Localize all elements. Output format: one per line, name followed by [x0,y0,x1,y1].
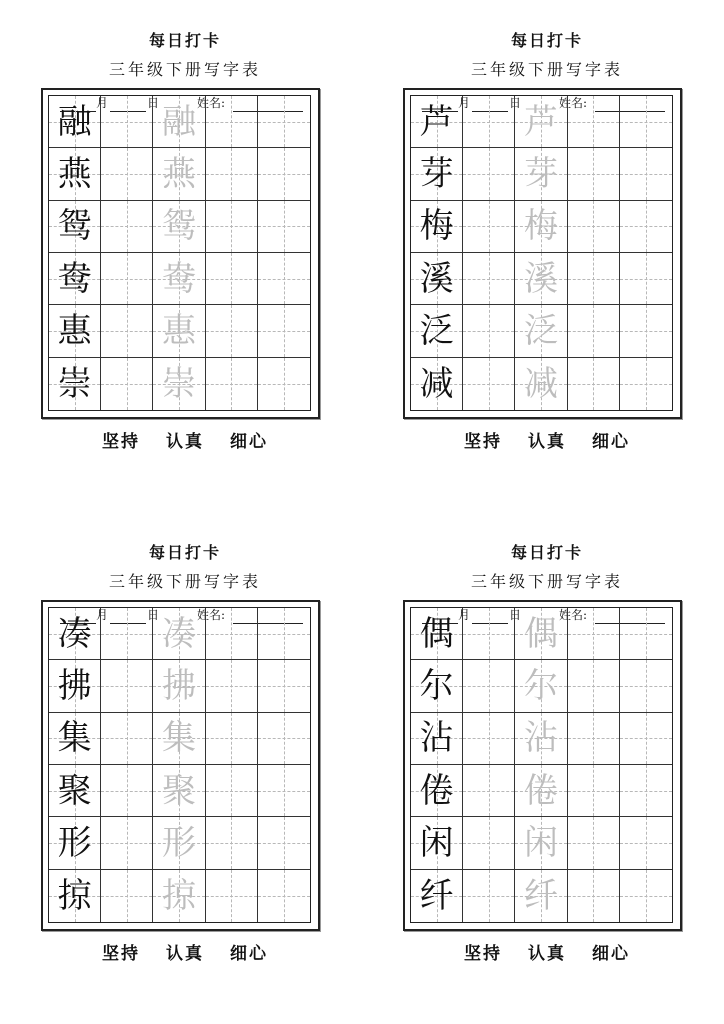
month-label: 月 [96,96,109,110]
model-cell [411,253,463,305]
model-cell [411,817,463,869]
writing-cell[interactable] [206,817,258,869]
model-cell [411,201,463,253]
month-label: 月 [458,96,471,110]
writing-cell[interactable] [258,201,310,253]
trace-character: 燕 [161,153,196,194]
model-character: 集 [57,718,92,759]
model-cell [411,358,463,410]
trace-cell[interactable] [515,96,567,148]
model-character: 融 [57,101,92,142]
writing-cell[interactable] [568,305,620,357]
sheet-title: 每日打卡 [510,543,583,562]
writing-cell[interactable] [101,765,153,817]
trace-cell[interactable] [153,817,205,869]
model-character: 沾 [419,718,454,759]
model-character: 偶 [419,613,454,654]
writing-cell[interactable] [568,765,620,817]
motto-attentive: 细心 [592,944,630,964]
writing-cell[interactable] [620,253,672,305]
trace-cell[interactable] [153,201,205,253]
motto-attentive: 细心 [592,432,630,452]
writing-cell[interactable] [206,765,258,817]
writing-cell[interactable] [463,870,515,922]
writing-cell[interactable] [101,660,153,712]
writing-cell[interactable] [101,253,153,305]
motto-persist: 坚持 [464,944,502,964]
model-cell [49,765,101,817]
writing-cell[interactable] [620,358,672,410]
practice-frame [403,88,682,419]
month-label: 月 [458,608,471,622]
day-label: 日 [147,608,160,622]
writing-cell[interactable] [463,253,515,305]
trace-character: 聚 [161,770,196,811]
motto-attentive: 细心 [230,944,268,964]
writing-cell[interactable] [463,765,515,817]
trace-cell[interactable] [515,765,567,817]
writing-cell[interactable] [620,713,672,765]
model-cell [49,817,101,869]
writing-cell[interactable] [463,817,515,869]
trace-cell[interactable] [153,305,205,357]
motto-careful: 认真 [528,944,566,964]
writing-cell[interactable] [463,660,515,712]
motto-attentive: 细心 [230,432,268,452]
model-character: 芦 [419,101,454,142]
model-character: 纤 [419,875,454,916]
writing-cell[interactable] [206,358,258,410]
model-character: 泛 [419,310,454,351]
writing-cell[interactable] [463,148,515,200]
trace-cell[interactable] [515,713,567,765]
writing-cell[interactable] [568,148,620,200]
writing-cell[interactable] [568,660,620,712]
writing-cell[interactable] [620,201,672,253]
trace-cell[interactable] [515,817,567,869]
trace-character: 溪 [523,258,558,299]
model-cell [49,201,101,253]
model-character: 惠 [57,310,92,351]
writing-cell[interactable] [206,96,258,148]
writing-cell[interactable] [101,305,153,357]
writing-cell[interactable] [258,253,310,305]
trace-character: 惠 [161,310,196,351]
model-cell [49,870,101,922]
trace-character: 梅 [523,206,558,247]
writing-cell[interactable] [206,660,258,712]
model-character: 掠 [57,875,92,916]
model-character: 减 [419,363,454,404]
name-label: 姓名: [559,608,588,622]
name-label: 姓名: [197,608,226,622]
trace-character: 集 [161,718,196,759]
trace-character: 形 [161,822,196,863]
trace-character: 拂 [161,665,196,706]
model-character: 溪 [419,258,454,299]
practice-grid [48,95,311,411]
trace-character: 闲 [523,822,558,863]
sheet-title: 每日打卡 [510,31,583,50]
trace-cell[interactable] [515,148,567,200]
motto-careful: 认真 [528,432,566,452]
motto-persist: 坚持 [102,944,140,964]
model-cell [49,713,101,765]
writing-cell[interactable] [206,870,258,922]
writing-cell[interactable] [101,201,153,253]
model-character: 崇 [57,363,92,404]
trace-cell[interactable] [153,358,205,410]
model-character: 燕 [57,153,92,194]
motto-persist: 坚持 [102,432,140,452]
trace-character: 减 [523,363,558,404]
trace-character: 融 [161,101,196,142]
motto-careful: 认真 [166,432,204,452]
practice-sheet [402,512,692,1024]
writing-cell[interactable] [258,305,310,357]
trace-cell[interactable] [153,253,205,305]
model-character: 尔 [419,665,454,706]
motto-footer [402,942,692,966]
practice-frame [41,600,320,931]
model-character: 芽 [419,153,454,194]
writing-cell[interactable] [463,305,515,357]
writing-cell[interactable] [101,870,153,922]
sheet-subtitle: 三年级下册写字表 [108,572,261,591]
writing-cell[interactable] [101,96,153,148]
model-character: 拂 [57,665,92,706]
model-character: 鸳 [57,206,92,247]
model-cell [411,148,463,200]
motto-footer [402,430,692,454]
model-cell [411,765,463,817]
writing-cell[interactable] [258,765,310,817]
writing-cell[interactable] [206,713,258,765]
day-label: 日 [147,96,160,110]
writing-cell[interactable] [206,201,258,253]
writing-cell[interactable] [568,96,620,148]
trace-character: 沾 [523,718,558,759]
writing-cell[interactable] [620,765,672,817]
practice-grid [48,607,311,923]
model-cell [411,870,463,922]
practice-grid [410,607,673,923]
writing-cell[interactable] [620,660,672,712]
trace-character: 掠 [161,875,196,916]
sheet-subtitle: 三年级下册写字表 [470,572,623,591]
trace-cell[interactable] [515,608,567,660]
model-cell [49,148,101,200]
trace-character: 纤 [523,875,558,916]
trace-cell[interactable] [515,358,567,410]
trace-character: 芽 [523,153,558,194]
trace-cell[interactable] [153,148,205,200]
practice-frame [403,600,682,931]
writing-cell[interactable] [463,201,515,253]
writing-cell[interactable] [620,608,672,660]
trace-cell[interactable] [515,201,567,253]
writing-cell[interactable] [620,305,672,357]
practice-sheet [40,512,330,1024]
writing-cell[interactable] [568,817,620,869]
writing-cell[interactable] [206,305,258,357]
model-cell [49,253,101,305]
practice-grid [410,95,673,411]
model-cell [411,608,463,660]
trace-character: 鸯 [161,258,196,299]
writing-cell[interactable] [258,870,310,922]
writing-cell[interactable] [463,96,515,148]
trace-character: 倦 [523,770,558,811]
trace-character: 芦 [523,101,558,142]
trace-character: 偶 [523,613,558,654]
model-character: 形 [57,822,92,863]
motto-persist: 坚持 [464,432,502,452]
practice-sheet [40,0,330,512]
writing-cell[interactable] [258,608,310,660]
writing-cell[interactable] [620,148,672,200]
trace-character: 鸳 [161,206,196,247]
model-cell [49,305,101,357]
writing-cell[interactable] [568,870,620,922]
motto-footer [40,942,330,966]
day-label: 日 [509,608,522,622]
writing-cell[interactable] [620,870,672,922]
sheet-subtitle: 三年级下册写字表 [108,60,261,79]
writing-cell[interactable] [101,148,153,200]
model-cell [411,660,463,712]
writing-cell[interactable] [206,253,258,305]
writing-cell[interactable] [101,608,153,660]
trace-cell[interactable] [153,713,205,765]
sheet-title: 每日打卡 [148,543,221,562]
model-cell [49,96,101,148]
model-character: 梅 [419,206,454,247]
writing-cell[interactable] [101,713,153,765]
model-character: 鸯 [57,258,92,299]
writing-cell[interactable] [258,713,310,765]
trace-cell[interactable] [515,253,567,305]
model-cell [411,713,463,765]
trace-cell[interactable] [153,608,205,660]
trace-cell[interactable] [153,765,205,817]
model-character: 聚 [57,770,92,811]
writing-cell[interactable] [258,148,310,200]
writing-cell[interactable] [463,358,515,410]
model-cell [411,305,463,357]
writing-cell[interactable] [568,358,620,410]
model-cell [49,358,101,410]
name-label: 姓名: [559,96,588,110]
model-character: 倦 [419,770,454,811]
trace-cell[interactable] [515,305,567,357]
motto-footer [40,430,330,454]
motto-careful: 认真 [166,944,204,964]
practice-frame [41,88,320,419]
day-label: 日 [509,96,522,110]
practice-sheet [402,0,692,512]
model-character: 闲 [419,822,454,863]
writing-cell[interactable] [568,253,620,305]
writing-cell[interactable] [258,96,310,148]
trace-cell[interactable] [153,660,205,712]
trace-cell[interactable] [515,870,567,922]
writing-cell[interactable] [101,358,153,410]
trace-character: 泛 [523,310,558,351]
writing-cell[interactable] [568,713,620,765]
writing-cell[interactable] [620,817,672,869]
writing-cell[interactable] [206,608,258,660]
model-cell [49,660,101,712]
trace-character: 凑 [161,613,196,654]
sheet-subtitle: 三年级下册写字表 [470,60,623,79]
model-cell [411,96,463,148]
trace-character: 尔 [523,665,558,706]
writing-cell[interactable] [101,817,153,869]
writing-cell[interactable] [568,201,620,253]
model-character: 凑 [57,613,92,654]
writing-cell[interactable] [258,358,310,410]
writing-cell[interactable] [463,713,515,765]
trace-cell[interactable] [153,96,205,148]
writing-cell[interactable] [258,660,310,712]
name-label: 姓名: [197,96,226,110]
writing-cell[interactable] [206,148,258,200]
trace-character: 崇 [161,363,196,404]
writing-cell[interactable] [568,608,620,660]
month-label: 月 [96,608,109,622]
trace-cell[interactable] [515,660,567,712]
writing-cell[interactable] [258,817,310,869]
sheet-title: 每日打卡 [148,31,221,50]
trace-cell[interactable] [153,870,205,922]
writing-cell[interactable] [620,96,672,148]
model-cell [49,608,101,660]
writing-cell[interactable] [463,608,515,660]
